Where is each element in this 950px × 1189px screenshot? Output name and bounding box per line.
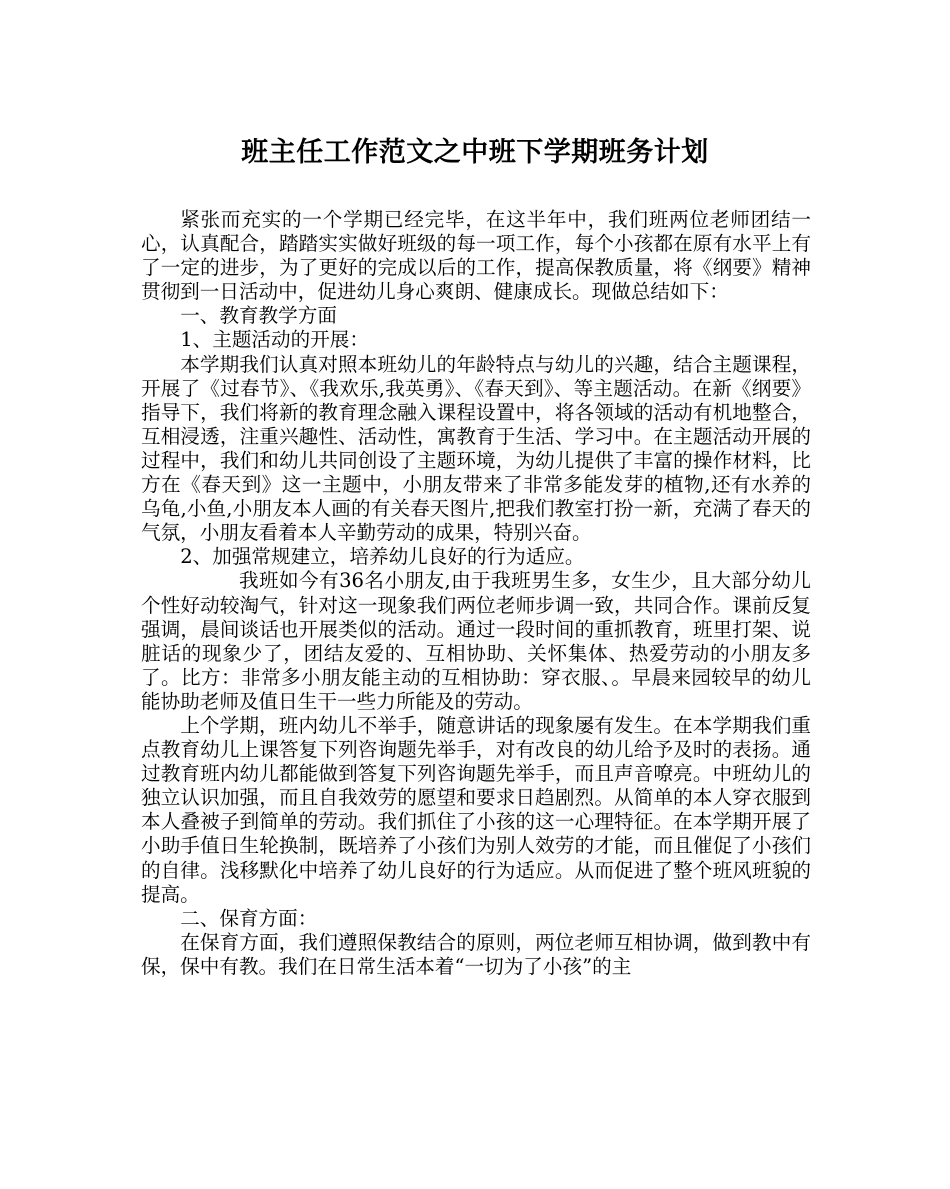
document-body [141, 208, 811, 979]
section-heading-teaching: 一、教育教学方面 [180, 304, 337, 328]
document-title: 班主任工作范文之中班下学期班务计划 [241, 137, 709, 168]
care-paragraph: 在保育方面，我们遵照保教结合的原则，两位老师互相协调，做到教中有保，保中有教。我们在日常生活本着“一切为了小孩”的主 [141, 930, 811, 978]
theme-activities-paragraph: 本学期我们认真对照本班幼儿的年龄特点与幼儿的兴趣，结合主题课程，开展了《过春节》、《我欢乐,我英勇》、《春天到》、等主题活动。在新《纲要》指导下，我们将新的教育理念融入课程设置中，将各领域的活动有机地整合，互相浸透，注重兴趣性、活动性，寓教育于生活、学习中。在主题活动开展的过程中，我们和幼儿共同创设了主题环境，为幼儿提供了丰富的操作材料，比方在《春天到》这一主题中，小朋友带来了非常多能发芽的植物,还有水养的乌龟,小鱼,小朋友本人画的有关春天图片,把我们教室打扮一新，充满了春天的气氛，小朋友看着本人辛勤劳动的成果，特别兴奋。 [141, 352, 811, 545]
routine-paragraph: 我班如今有36名小朋友,由于我班男生多，女生少，且大部分幼儿个性好动较淘气，针对这一现象我们两位老师步调一致，共同合作。课前反复强调，晨间谈话也开展类似的活动。通过一段时间的重抓教育，班里打架、说脏话的现象少了，团结友爱的、互相协助、关怀集体、热爱劳动的小朋友多了。比方：非常多小朋友能主动的互相协助：穿衣服、。早晨来园较早的幼儿能协助老师及值日生干一些力所能及的劳动。 [141, 569, 811, 713]
subsection-heading-routine: 2、加强常规建立，培养幼儿良好的行为适应。 [180, 545, 585, 569]
intro-paragraph: 紧张而充实的一个学期已经完毕，在这半年中，我们班两位老师团结一心，认真配合，踏踏实实做好班级的每一项工作，每个小孩都在原有水平上有了一定的进步，为了更好的完成以后的工作，提高保教质量，将《纲要》精神贯彻到一日活动中，促进幼儿身心爽朗、健康成长。现做总结如下： [141, 208, 811, 304]
last-semester-paragraph: 上个学期，班内幼儿不举手，随意讲话的现象屡有发生。在本学期我们重点教育幼儿上课答复下列咨询题先举手，对有改良的幼儿给予及时的表扬。通过教育班内幼儿都能做到答复下列咨询题先举手，而且声音嘹亮。中班幼儿的独立认识加强，而且自我效劳的愿望和要求日趋剧烈。从简单的本人穿衣服到本人叠被子到简单的劳动。我们抓住了小孩的这一心理特征。在本学期开展了小助手值日生轮换制，既培养了小孩们为别人效劳的才能，而且催促了小孩们的自律。浅移默化中培养了幼儿良好的行为适应。从而促进了整个班风班貌的提高。 [141, 713, 811, 906]
subsection-heading-theme-activities: 1、主题活动的开展： [180, 328, 369, 352]
section-heading-care: 二、保育方面： [180, 906, 318, 930]
